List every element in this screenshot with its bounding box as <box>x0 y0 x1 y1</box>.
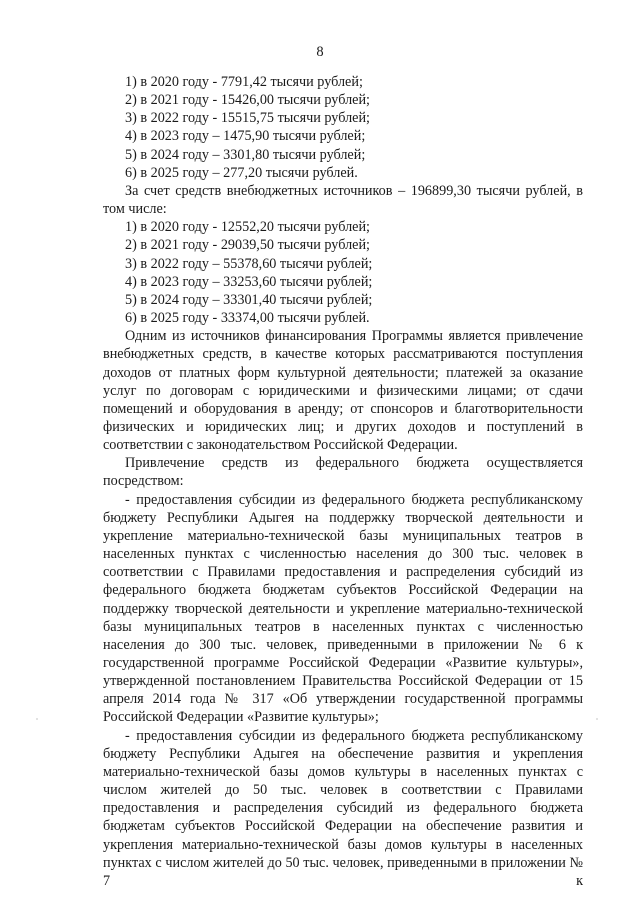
list-item: 5) в 2024 году – 33301,40 тысячи рублей; <box>125 291 373 308</box>
list-item: 6) в 2025 году – 277,20 тысячи рублей. <box>125 164 358 181</box>
list-item: 6) в 2025 году - 33374,00 тысячи рублей. <box>125 310 370 327</box>
list-item: 3) в 2022 году - 15515,75 тысячи рублей; <box>125 110 370 127</box>
scan-speck <box>36 718 38 720</box>
culture-houses-subsidy-paragraph: - предоставления субсидии из федерального бюджета республиканскому бюджету Республики Адыгея на обеспечение развития и укрепления материально-технической базы домов культуры в населенных пунктах с числом жителей до 50 тыс. человек в соответствии с Правилами предоставления и распределения субсидий из федерального бюджета бюджетам субъектов Российской Федерации на обеспечение развития и укрепления материально-технической базы домов культуры в населенных пунктах с числом жителей до 50 тыс. человек, приведенными в приложении № 7 к <box>103 727 583 889</box>
extrabudget-by-year-list <box>103 218 583 327</box>
list-item: 1) в 2020 году - 12552,20 тысячи рублей; <box>125 219 370 236</box>
list-item: 2) в 2021 году - 15426,00 тысячи рублей; <box>125 92 370 109</box>
list-item: 2) в 2021 году - 29039,50 тысячи рублей; <box>125 237 370 254</box>
financing-sources-paragraph: Одним из источников финансирования Программы является привлечение внебюджетных средств, в качестве которых рассматриваются поступления доходов от платных форм культурной деятельности; платежей за оказание услуг по договорам с юридическими и физическими лицами; от сдачи помещений и оборудования в аренду; от спонсоров и благотворительности физических и юридических лиц; и других доходов и поступлений в соответствии с законодательством Российской Федерации. <box>103 328 583 454</box>
budget-by-year-list <box>103 73 583 182</box>
list-item: 4) в 2023 году – 33253,60 тысячи рублей; <box>125 273 373 290</box>
list-item: 5) в 2024 году – 3301,80 тысячи рублей; <box>125 146 366 163</box>
federal-budget-intro-paragraph: Привлечение средств из федерального бюджета осуществляется посредством: <box>103 455 583 490</box>
list-item: 3) в 2022 году – 55378,60 тысячи рублей; <box>125 255 373 272</box>
scan-speck <box>596 718 598 720</box>
extrabudget-intro-paragraph: За счет средств внебюджетных источников – 196899,30 тысячи рублей, в том числе: <box>103 182 583 218</box>
theatre-subsidy-paragraph: - предоставления субсидии из федерального бюджета республиканскому бюджету Республики Адыгея на поддержку творческой деятельности и укрепление материально-технической базы муниципальных театров в населенных пунктах с численностью населения до 300 тыс. человек в соответствии с Правилами предоставления и распределения субсидий из федерального бюджета бюджетам субъектов Российской Федерации на поддержку творческой деятельности и укрепление материально-технической базы муниципальных театров в населенных пунктах с численностью населения до 300 тыс. человек, приведенными в приложении № 6 к государственной программе Российской Федерации «Развитие культуры», утвержденной постановлением Правительства Российской Федерации от 15 апреля 2014 года № 317 «Об утверждении государственной программы Российской Федерации «Развитие культуры»; <box>103 491 583 726</box>
document-body <box>103 73 583 890</box>
list-item: 4) в 2023 году – 1475,90 тысячи рублей; <box>125 128 366 145</box>
list-item: 1) в 2020 году - 7791,42 тысячи рублей; <box>125 74 363 90</box>
page-number: 8 <box>316 44 324 60</box>
